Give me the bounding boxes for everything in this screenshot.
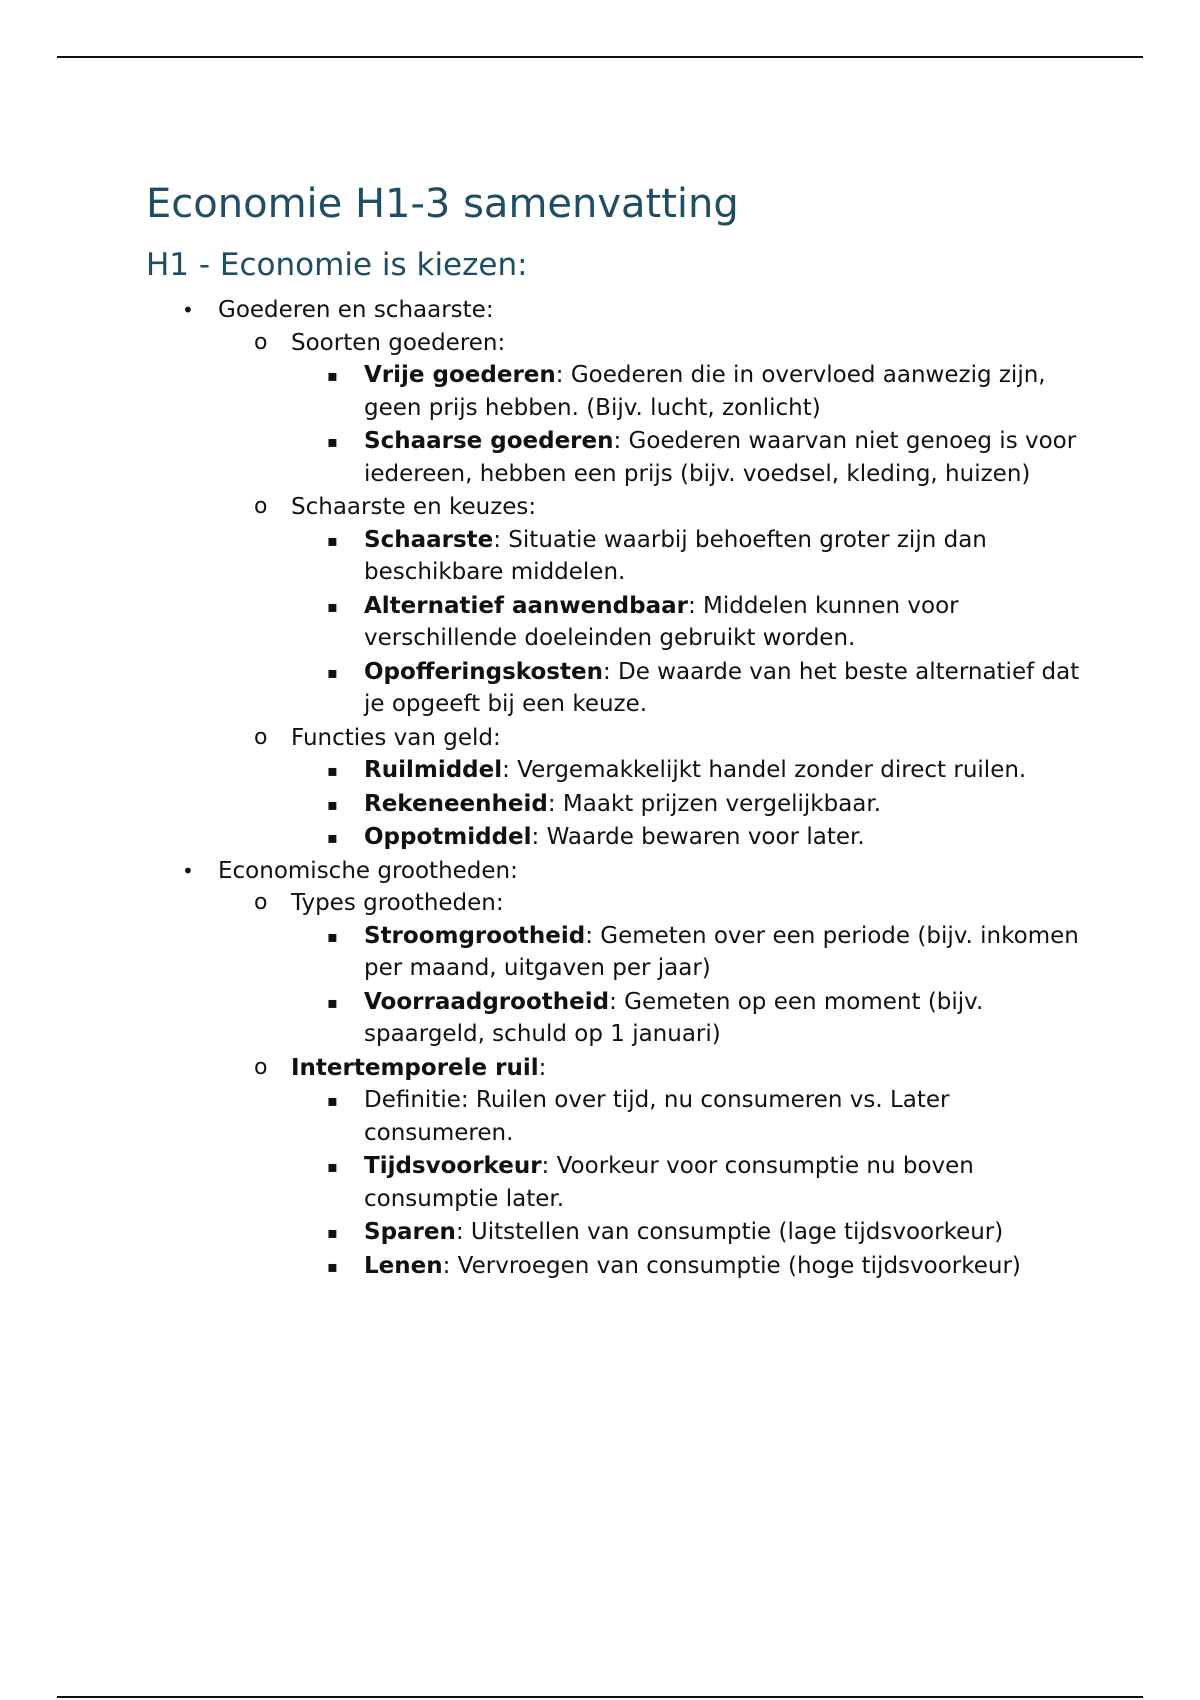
list-item — [146, 887, 1106, 1051]
circle-bullet-icon: o — [254, 890, 268, 915]
definition: : Situatie waarbij behoeften groter zijn dan beschikbare middelen. — [364, 526, 987, 585]
definition: : Goederen waarvan niet genoeg is voor iedereen, hebben een prijs (bijv. voedsel, kleding, huizen) — [364, 428, 1077, 487]
list-item — [291, 986, 1106, 1051]
definition: : Vervroegen van consumptie (hoge tijdsvoorkeur) — [442, 1252, 1021, 1279]
list-item — [291, 524, 1106, 589]
list-item — [146, 294, 1106, 854]
definition: : Voorkeur voor consumptie nu boven consumptie later. — [364, 1153, 974, 1212]
square-bullet-icon: ▪ — [327, 926, 338, 946]
term: Opofferingskosten — [364, 658, 603, 685]
outline-list — [146, 294, 1106, 1282]
list-item — [291, 821, 1106, 854]
group-label-suffix: : — [538, 1054, 547, 1081]
group-label: Functies van geld: — [291, 724, 501, 751]
list-item — [291, 788, 1106, 821]
list-item — [146, 327, 1106, 491]
page-content — [146, 176, 1106, 1283]
definition: Definitie: Ruilen over tijd, nu consumeren vs. Later consumeren. — [364, 1087, 950, 1146]
sub-list — [146, 327, 1106, 854]
bullet-icon: • — [182, 858, 194, 883]
group-label — [146, 1052, 1106, 1085]
term: Tijdsvoorkeur — [364, 1153, 542, 1179]
sub-list — [146, 887, 1106, 1282]
section-label: Goederen en schaarste: — [218, 297, 494, 323]
term: Lenen — [364, 1252, 443, 1279]
term-list — [291, 754, 1106, 854]
section-label: Economische grootheden: — [218, 857, 518, 884]
square-bullet-icon: ▪ — [327, 530, 338, 550]
section-heading: H1 - Economie is kiezen: — [146, 247, 528, 283]
term-list — [291, 524, 1106, 721]
definition: : Maakt prijzen vergelijkbaar. — [547, 790, 882, 817]
definition: : Gemeten over een periode (bijv. inkomen per maand, uitgaven per jaar) — [364, 922, 1079, 981]
bullet-icon: • — [182, 298, 194, 322]
list-item — [291, 425, 1106, 490]
square-bullet-icon: ▪ — [327, 1256, 338, 1276]
term: Vrije goederen — [364, 362, 556, 388]
term: Stroomgrootheid — [364, 922, 586, 949]
list-item — [291, 754, 1106, 787]
definition: : Uitstellen van consumptie (lage tijdsvoorkeur) — [455, 1219, 1004, 1245]
group-label-bold: Intertemporele ruil — [291, 1054, 539, 1081]
term: Alternatief aanwendbaar — [364, 592, 688, 619]
circle-bullet-icon: o — [254, 329, 268, 355]
list-item — [291, 1216, 1106, 1249]
definition: : Waarde bewaren voor later. — [531, 824, 865, 850]
header-rule — [57, 56, 1143, 58]
list-item — [291, 1250, 1106, 1283]
definition: : Goederen die in overvloed aanwezig zijn, geen prijs hebben. (Bijv. lucht, zonlicht) — [364, 362, 1046, 421]
term-list — [291, 920, 1106, 1051]
definition: : De waarde van het beste alternatief dat je opgeeft bij een keuze. — [364, 658, 1080, 717]
term: Schaarse goederen — [364, 428, 614, 454]
square-bullet-icon: ▪ — [327, 596, 338, 616]
square-bullet-icon: ▪ — [327, 1223, 338, 1242]
square-bullet-icon: ▪ — [327, 1091, 338, 1110]
square-bullet-icon: ▪ — [327, 761, 338, 780]
list-item — [291, 1084, 1106, 1149]
term-list — [291, 359, 1106, 490]
definition: : Middelen kunnen voor verschillende doeleinden gebruikt worden. — [364, 592, 959, 651]
group-label: Types grootheden: — [291, 890, 504, 916]
square-bullet-icon: ▪ — [327, 828, 338, 847]
square-bullet-icon: ▪ — [327, 366, 338, 385]
term: Rekeneenheid — [364, 790, 548, 817]
circle-bullet-icon: o — [254, 724, 268, 750]
list-item — [291, 656, 1106, 721]
group-label: Schaarste en keuzes: — [291, 494, 537, 520]
page-title: Economie H1-3 samenvatting — [146, 181, 739, 227]
footer-rule — [57, 1696, 1143, 1698]
term: Ruilmiddel — [364, 757, 503, 783]
list-item — [291, 920, 1106, 985]
circle-bullet-icon: o — [254, 1054, 268, 1080]
list-item — [291, 1150, 1106, 1215]
definition: : Gemeten op een moment (bijv. spaargeld, schuld op 1 januari) — [364, 988, 984, 1047]
square-bullet-icon: ▪ — [327, 992, 338, 1012]
square-bullet-icon: ▪ — [327, 662, 338, 682]
term: Oppotmiddel — [364, 824, 532, 850]
term: Voorraadgrootheid — [364, 988, 610, 1015]
list-item — [291, 590, 1106, 655]
list-item — [146, 855, 1106, 1283]
term-list — [291, 1084, 1106, 1282]
term: Schaarste — [364, 526, 494, 553]
list-item — [146, 491, 1106, 721]
square-bullet-icon: ▪ — [327, 794, 338, 814]
circle-bullet-icon: o — [254, 494, 268, 519]
definition: : Vergemakkelijkt handel zonder direct ruilen. — [502, 757, 1027, 783]
list-item — [291, 359, 1106, 424]
square-bullet-icon: ▪ — [327, 432, 338, 451]
group-label: Soorten goederen: — [291, 329, 506, 356]
list-item — [146, 722, 1106, 854]
square-bullet-icon: ▪ — [327, 1157, 338, 1176]
term: Sparen — [364, 1219, 456, 1245]
list-item — [146, 1052, 1106, 1283]
